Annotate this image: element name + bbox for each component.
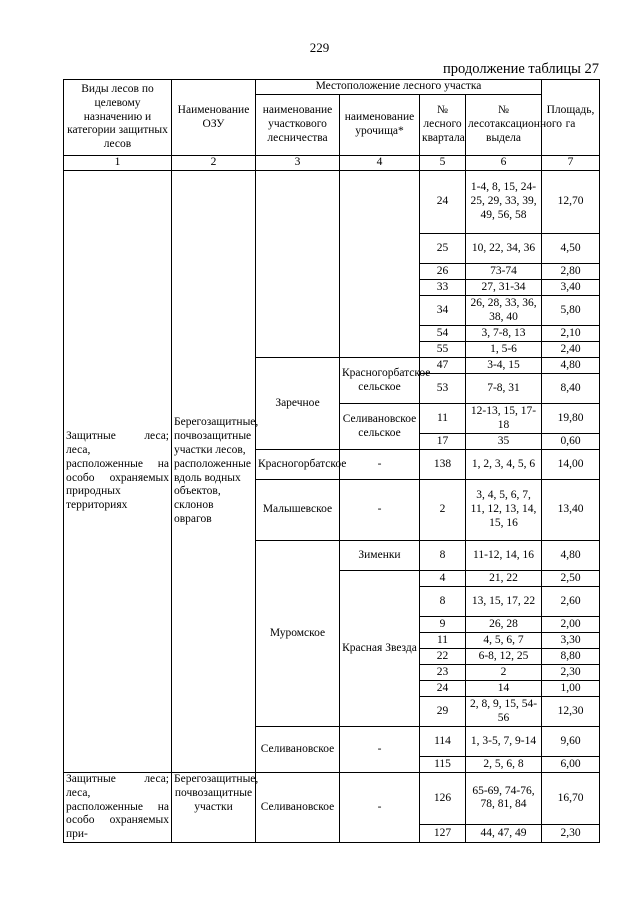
forest-type-cell: Защитные леса; леса, расположенные на особо охраняемых природных территориях xyxy=(64,171,172,773)
quarter-cell: 9 xyxy=(420,617,466,633)
table-row xyxy=(64,171,600,234)
allotment-cell: 21, 22 xyxy=(466,571,542,587)
forestry-cell: Селивановское xyxy=(256,773,340,843)
area-cell: 12,70 xyxy=(542,171,600,234)
area-cell: 2,30 xyxy=(542,824,600,842)
area-cell: 5,80 xyxy=(542,296,600,326)
area-cell: 2,00 xyxy=(542,617,600,633)
forestry-cell: Заречное xyxy=(256,358,340,450)
table-row xyxy=(64,773,600,825)
header-forestry: наименование участкового лесничества xyxy=(256,95,340,156)
allotment-cell: 27, 31-34 xyxy=(466,280,542,296)
tract-cell: - xyxy=(340,480,420,541)
allotment-cell: 2 xyxy=(466,665,542,681)
forestry-cell: Красногорбатское xyxy=(256,450,340,480)
allotment-cell: 44, 47, 49 xyxy=(466,824,542,842)
tract-cell: - xyxy=(340,773,420,843)
allotment-cell: 35 xyxy=(466,434,542,450)
quarter-cell: 17 xyxy=(420,434,466,450)
allotment-cell: 3-4, 15 xyxy=(466,358,542,374)
quarter-cell: 2 xyxy=(420,480,466,541)
allotment-cell: 13, 15, 17, 22 xyxy=(466,587,542,617)
header-forest-type: Виды лесов по целевому назначению и категории защитных лесов xyxy=(64,80,172,156)
area-cell: 3,30 xyxy=(542,633,600,649)
allotment-cell: 10, 22, 34, 36 xyxy=(466,234,542,264)
quarter-cell: 114 xyxy=(420,727,466,757)
quarter-cell: 11 xyxy=(420,404,466,434)
area-cell: 2,40 xyxy=(542,342,600,358)
quarter-cell: 24 xyxy=(420,171,466,234)
tract-cell: Зименки xyxy=(340,541,420,571)
header-location-group: Местоположение лесного участка xyxy=(256,80,542,95)
allotment-cell: 65-69, 74-76, 78, 81, 84 xyxy=(466,773,542,825)
allotment-cell: 1-4, 8, 15, 24-25, 29, 33, 39, 49, 56, 58 xyxy=(466,171,542,234)
allotment-cell: 14 xyxy=(466,681,542,697)
column-number: 6 xyxy=(466,156,542,171)
area-cell: 3,40 xyxy=(542,280,600,296)
allotment-cell: 11-12, 14, 16 xyxy=(466,541,542,571)
quarter-cell: 29 xyxy=(420,697,466,727)
area-cell: 1,00 xyxy=(542,681,600,697)
quarter-cell: 127 xyxy=(420,824,466,842)
column-number: 2 xyxy=(172,156,256,171)
area-cell: 4,80 xyxy=(542,541,600,571)
allotment-cell: 26, 28, 33, 36, 38, 40 xyxy=(466,296,542,326)
page-number: 229 xyxy=(309,40,330,55)
quarter-cell: 8 xyxy=(420,587,466,617)
allotment-cell: 12-13, 15, 17-18 xyxy=(466,404,542,434)
area-cell: 12,30 xyxy=(542,697,600,727)
area-cell: 2,50 xyxy=(542,571,600,587)
quarter-cell: 138 xyxy=(420,450,466,480)
forest-table xyxy=(63,79,600,843)
table-caption: продолжение таблицы 27 xyxy=(443,61,599,77)
forestry-cell: Селивановское xyxy=(256,727,340,773)
header-tract: наименование урочища* xyxy=(340,95,420,156)
header-allotment: № лесотаксационного выдела xyxy=(466,95,542,156)
area-cell: 16,70 xyxy=(542,773,600,825)
area-cell: 2,60 xyxy=(542,587,600,617)
area-cell: 0,60 xyxy=(542,434,600,450)
header-area: Площадь, га xyxy=(542,80,600,156)
area-cell: 14,00 xyxy=(542,450,600,480)
quarter-cell: 54 xyxy=(420,326,466,342)
allotment-cell: 1, 3-5, 7, 9-14 xyxy=(466,727,542,757)
area-cell: 6,00 xyxy=(542,757,600,773)
column-number: 4 xyxy=(340,156,420,171)
allotment-cell: 2, 8, 9, 15, 54-56 xyxy=(466,697,542,727)
tract-cell: Красная Звезда xyxy=(340,571,420,727)
quarter-cell: 23 xyxy=(420,665,466,681)
quarter-cell: 47 xyxy=(420,358,466,374)
allotment-cell: 73-74 xyxy=(466,264,542,280)
area-cell: 2,30 xyxy=(542,665,600,681)
area-cell: 9,60 xyxy=(542,727,600,757)
ozu-name-cell: Берегозащитные, почвозащитные участки xyxy=(172,773,256,843)
allotment-cell: 6-8, 12, 25 xyxy=(466,649,542,665)
quarter-cell: 55 xyxy=(420,342,466,358)
allotment-cell: 1, 2, 3, 4, 5, 6 xyxy=(466,450,542,480)
quarter-cell: 4 xyxy=(420,571,466,587)
area-cell: 4,50 xyxy=(542,234,600,264)
tract-cell: - xyxy=(340,727,420,773)
forestry-cell: Малышевское xyxy=(256,480,340,541)
allotment-cell: 4, 5, 6, 7 xyxy=(466,633,542,649)
column-number: 7 xyxy=(542,156,600,171)
column-number: 1 xyxy=(64,156,172,171)
area-cell: 2,80 xyxy=(542,264,600,280)
quarter-cell: 25 xyxy=(420,234,466,264)
allotment-cell: 2, 5, 6, 8 xyxy=(466,757,542,773)
allotment-cell: 26, 28 xyxy=(466,617,542,633)
area-cell: 8,80 xyxy=(542,649,600,665)
column-number: 3 xyxy=(256,156,340,171)
quarter-cell: 11 xyxy=(420,633,466,649)
area-cell: 8,40 xyxy=(542,374,600,404)
quarter-cell: 8 xyxy=(420,541,466,571)
forest-type-cell: Защитные леса; леса, расположенные на особо охраняемых при- xyxy=(64,773,172,843)
forestry-cell: Муромское xyxy=(256,541,340,727)
ozu-name-cell: Берегозащитные, почвозащитные участки лесов, расположенные вдоль водных объектов, склонов оврагов xyxy=(172,171,256,773)
tract-cell: Красногорбатское сельское xyxy=(340,358,420,404)
allotment-cell: 3, 7-8, 13 xyxy=(466,326,542,342)
quarter-cell: 24 xyxy=(420,681,466,697)
area-cell: 2,10 xyxy=(542,326,600,342)
quarter-cell: 33 xyxy=(420,280,466,296)
allotment-cell: 3, 4, 5, 6, 7, 11, 12, 13, 14, 15, 16 xyxy=(466,480,542,541)
quarter-cell: 115 xyxy=(420,757,466,773)
tract-cell: Селивановское сельское xyxy=(340,404,420,450)
area-cell: 13,40 xyxy=(542,480,600,541)
column-number: 5 xyxy=(420,156,466,171)
tract-cell: - xyxy=(340,450,420,480)
area-cell: 4,80 xyxy=(542,358,600,374)
allotment-cell: 7-8, 31 xyxy=(466,374,542,404)
quarter-cell: 26 xyxy=(420,264,466,280)
allotment-cell: 1, 5-6 xyxy=(466,342,542,358)
quarter-cell: 34 xyxy=(420,296,466,326)
header-quarter: № лесного квартала xyxy=(420,95,466,156)
quarter-cell: 53 xyxy=(420,374,466,404)
area-cell: 19,80 xyxy=(542,404,600,434)
quarter-cell: 126 xyxy=(420,773,466,825)
quarter-cell: 22 xyxy=(420,649,466,665)
header-ozu-name: Наименование ОЗУ xyxy=(172,80,256,156)
